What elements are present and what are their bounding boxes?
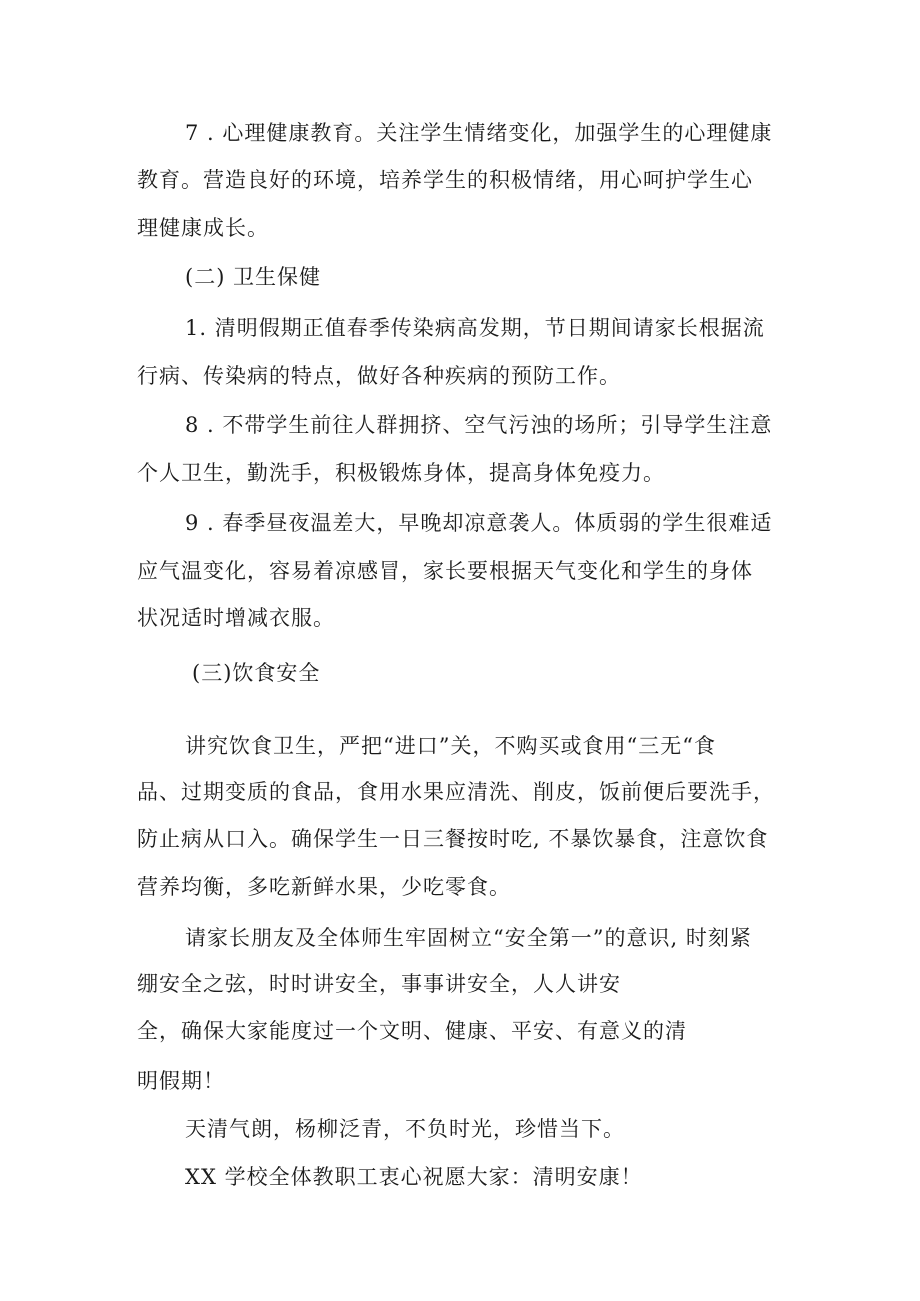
text-line: 理健康成长。: [137, 216, 269, 240]
text-line: 个人卫生，勤洗手，积极锻炼身体，提高身体免疫力。: [137, 461, 665, 485]
text-line: 防止病从口入。确保学生一日三餐按时吃, 不暴饮暴食，注意饮食: [137, 827, 769, 851]
text-line: 行病、传染病的特点，做好各种疾病的预防工作。: [137, 364, 621, 388]
text-line: 教育。营造良好的环境，培养学生的积极情绪，用心呵护学生心: [137, 168, 753, 192]
text-line: 品、过期变质的食品，食用水果应清洗、削皮，饭前便后要洗手，: [137, 780, 775, 804]
text-line: 明假期！: [137, 1069, 225, 1093]
text-line: 应气温变化，容易着凉感冒，家长要根据天气变化和学生的身体: [137, 559, 753, 583]
text-line: XX 学校全体教职工衷心祝愿大家：清明安康！: [185, 1165, 643, 1189]
text-line: 9 . 春季昼夜温差大，早晚却凉意袭人。体质弱的学生很难适: [185, 511, 773, 535]
text-line: 状况适时增减衣服。: [137, 606, 335, 630]
text-line: 天清气朗，杨柳泛青，不负时光，珍惜当下。: [185, 1117, 625, 1141]
text-line: 7 . 心理健康教育。关注学生情绪变化，加强学生的心理健康: [185, 121, 773, 145]
section-heading: (二) 卫生保健: [185, 265, 322, 289]
text-line: 全，确保大家能度过一个文明、健康、平安、有意义的清: [137, 1019, 687, 1043]
text-line: 讲究饮食卫生，严把“进口”关，不购买或食用“三无“食: [185, 734, 716, 758]
text-line: 1. 清明假期正值春季传染病高发期，节日期间请家长根据流: [185, 316, 765, 340]
text-line: 营养均衡，多吃新鲜水果，少吃零食。: [137, 875, 511, 899]
text-line: 请家长朋友及全体师生牢固树立“安全第一”的意识, 时刻紧: [185, 926, 752, 950]
section-heading: (三)饮食安全: [192, 661, 321, 685]
text-line: 8 . 不带学生前往人群拥挤、空气污浊的场所；引导学生注意: [185, 413, 773, 437]
text-line: 绷安全之弦，时时讲安全，事事讲安全，人人讲安: [137, 972, 621, 996]
